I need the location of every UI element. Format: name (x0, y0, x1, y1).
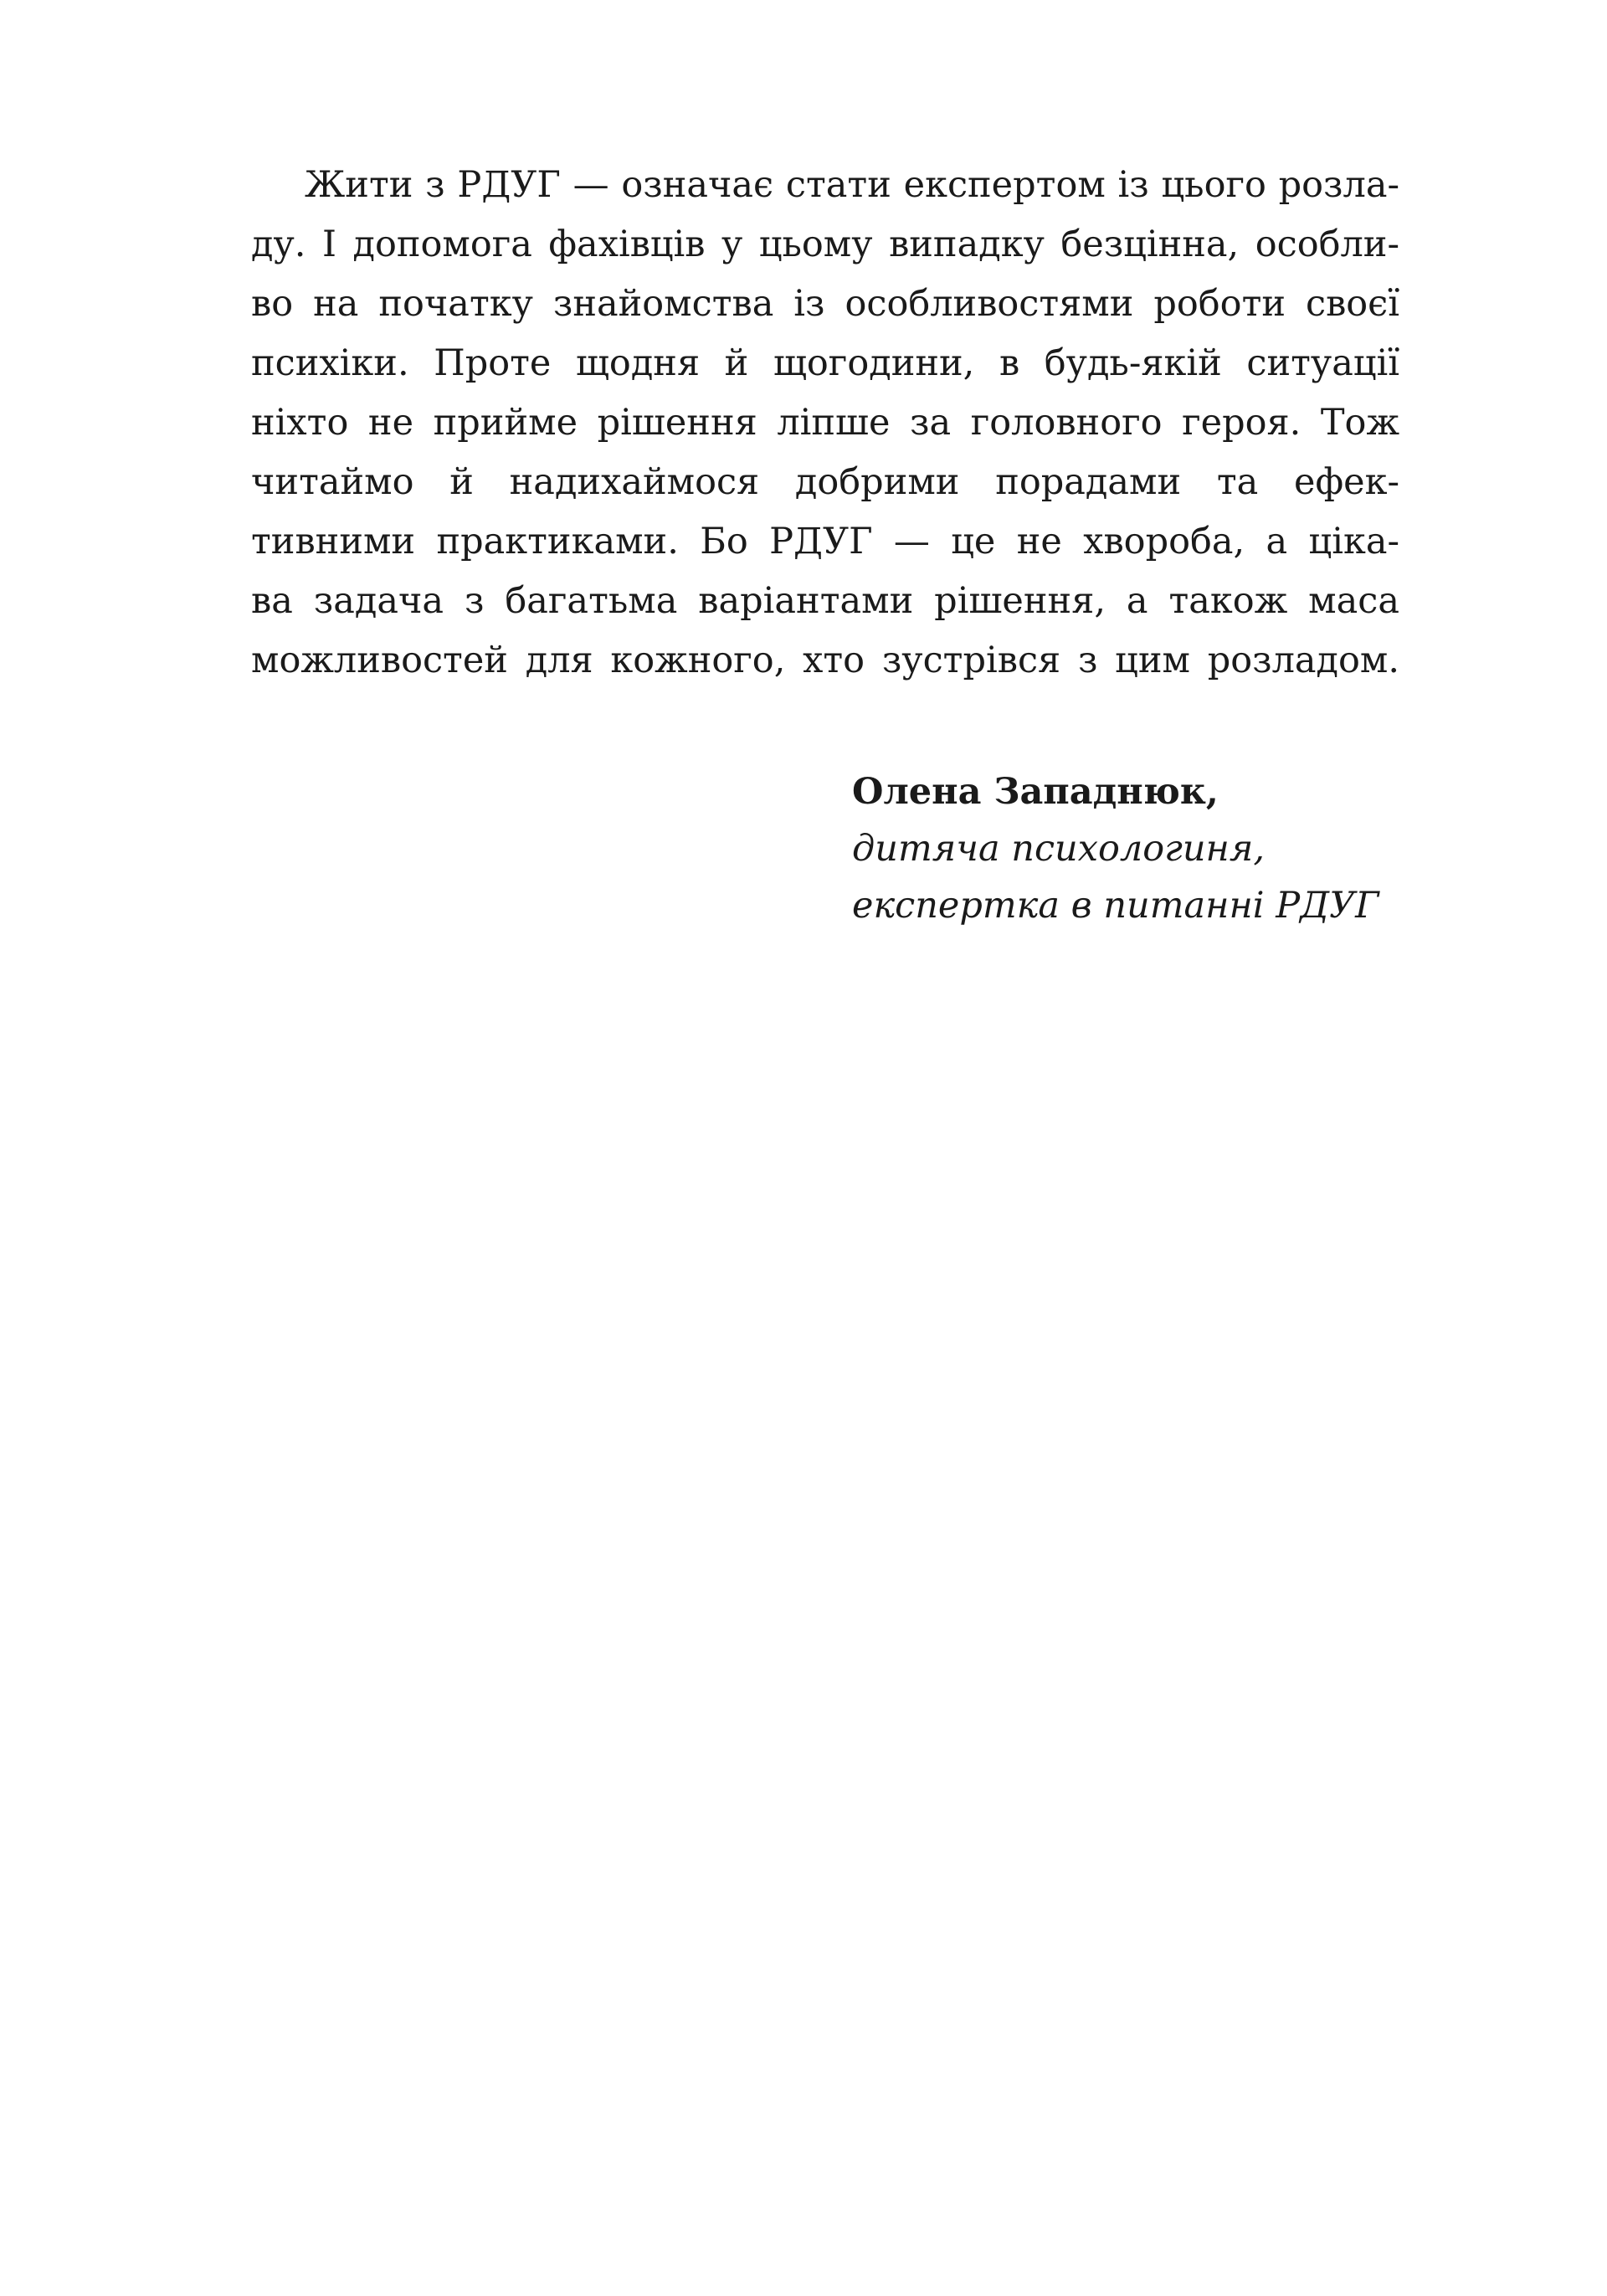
paragraph-line: читаймо й надихаймося добрими порадами та ефек- (251, 461, 1399, 503)
author-name: Олена Западнюк, (852, 771, 1219, 813)
paragraph-line: Жити з РДУГ — означає стати експертом із цього розла- (305, 164, 1399, 206)
paragraph-line: ніхто не прийме рішення ліпше за головного героя. Тож (251, 402, 1399, 444)
author-role: дитяча психологиня, (852, 828, 1266, 870)
author-expertise: експертка в питанні РДУГ (852, 885, 1379, 927)
paragraph-line: психіки. Проте щодня й щогодини, в будь-якій ситуації (251, 342, 1399, 384)
body-paragraph (251, 156, 1399, 691)
signature-block (852, 763, 1379, 934)
paragraph-line: ва задача з багатьма варіантами рішення, а також маса (251, 580, 1399, 622)
paragraph-line: ду. І допомога фахівців у цьому випадку безцінна, особли- (251, 223, 1399, 265)
paragraph-line: тивними практиками. Бо РДУГ — це не хвороба, а ціка- (251, 521, 1399, 562)
paragraph-line: можливостей для кожного, хто зустрівся з цим розладом. (251, 639, 1399, 681)
paragraph-line: во на початку знайомства із особливостями роботи своєї (251, 283, 1399, 325)
